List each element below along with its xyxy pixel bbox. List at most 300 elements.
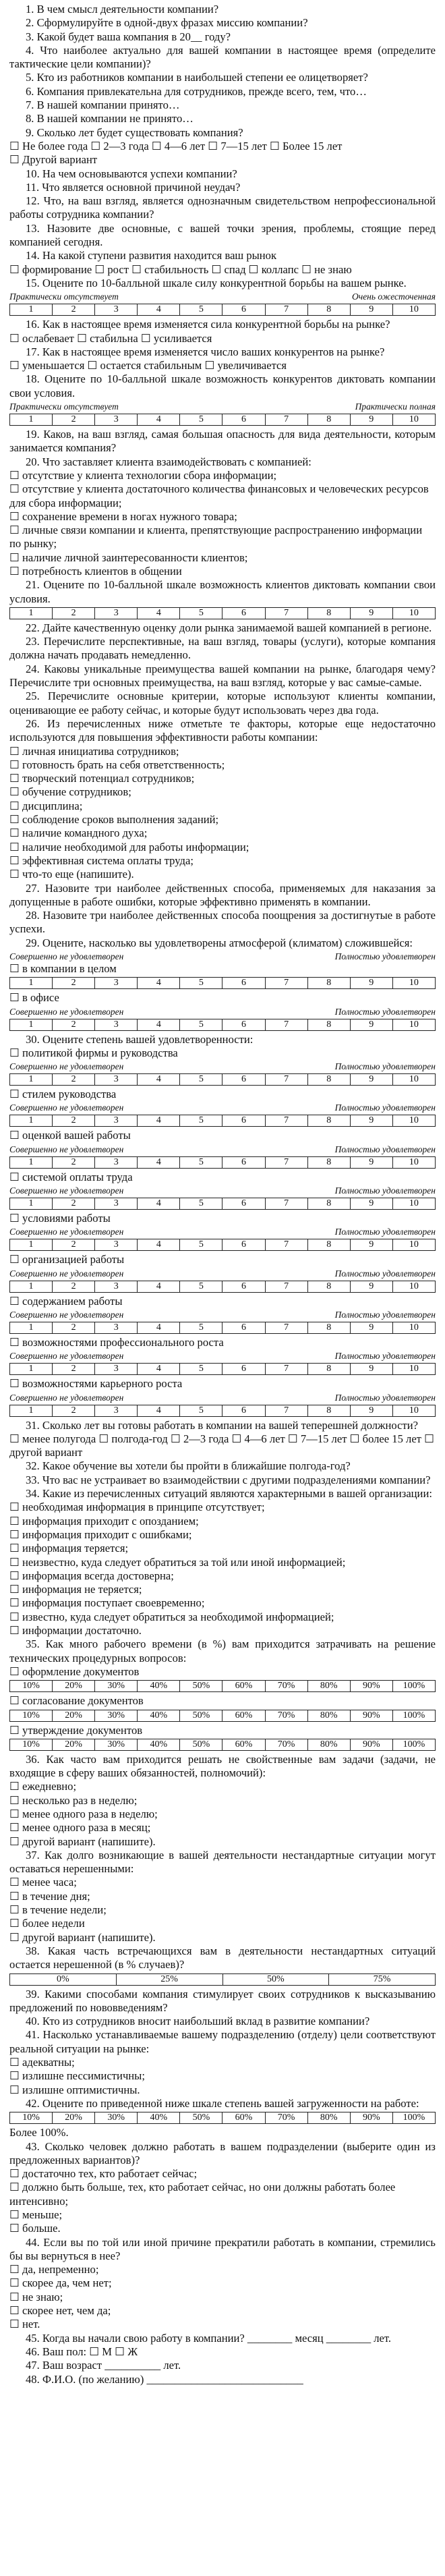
scale-cell[interactable]: 3: [95, 1239, 138, 1251]
scale-cell[interactable]: 6: [222, 1405, 265, 1416]
scale-cell[interactable]: 20%: [53, 1681, 95, 1692]
scale-cell[interactable]: 7: [265, 1156, 307, 1168]
scale-cell[interactable]: 100%: [392, 1710, 435, 1721]
scale-cell[interactable]: 40%: [138, 1710, 180, 1721]
question-41-options[interactable]: [9, 2056, 436, 2097]
scale-cell[interactable]: 6: [222, 1239, 265, 1251]
percent-scale-q42[interactable]: [9, 2112, 436, 2124]
question-36-options[interactable]: [9, 1780, 436, 1848]
scale-cell[interactable]: 5: [180, 1198, 222, 1210]
scale-cell[interactable]: 1: [10, 1239, 53, 1251]
scale-cell[interactable]: 10: [392, 304, 435, 316]
scale-cell[interactable]: 10%: [10, 1681, 53, 1692]
scale-cell[interactable]: 1: [10, 1074, 53, 1086]
scale-cell[interactable]: 2: [53, 1322, 95, 1333]
option-item[interactable]: ☐ организацией работы: [9, 1253, 125, 1266]
option-item[interactable]: ☐ личная инициатива сотрудников;: [9, 744, 179, 758]
scale-cell[interactable]: 40%: [138, 2112, 180, 2124]
scale-cell[interactable]: 10%: [10, 1710, 53, 1721]
question-17-options[interactable]: ☐ уменьшается ☐ остается стабильным ☐ увеличивается: [9, 359, 287, 372]
scale-cell[interactable]: 10: [392, 1322, 435, 1333]
scale-cell[interactable]: 8: [307, 978, 350, 989]
question-46[interactable]: 46. Ваш пол: ☐ М ☐ Ж: [26, 2345, 138, 2358]
option-item[interactable]: ☐ информация приходит с опозданием;: [9, 1514, 199, 1528]
scale-cell[interactable]: 10%: [10, 2112, 53, 2124]
option-item[interactable]: ☐ оценкой вашей работы: [9, 1129, 131, 1142]
scale-cell[interactable]: 8: [307, 1405, 350, 1416]
option-item[interactable]: ☐ скорее нет, чем да;: [9, 2304, 111, 2318]
scale-cell[interactable]: 2: [53, 978, 95, 989]
question-38: 38. Какая часть встречающихся вам в деятельности нестандартных ситуаций остается нерешенной (в % случаев)?: [9, 1944, 436, 1971]
question-31-options[interactable]: ☐ менее полугода ☐ полгода-год ☐ 2—3 года ☐ 4—6 лет ☐ 7—15 лет ☐ более 15 лет ☐ другой вариант: [9, 1432, 434, 1459]
scale-cell[interactable]: 3: [95, 1074, 138, 1086]
scale-cell[interactable]: 6: [222, 607, 265, 619]
scale-cell[interactable]: 70%: [265, 1681, 307, 1692]
scale-cell[interactable]: 8: [307, 1281, 350, 1292]
scale-cell[interactable]: 60%: [222, 1710, 265, 1721]
option-item[interactable]: ☐ возможностями карьерного роста: [9, 1377, 183, 1391]
scale-cell[interactable]: 3: [95, 607, 138, 619]
option-item[interactable]: ☐ утверждение документов: [9, 1723, 143, 1737]
scale-cell[interactable]: 4: [138, 1322, 180, 1333]
scale-cell[interactable]: 5: [180, 1115, 222, 1127]
scale-cell[interactable]: 2: [53, 1405, 95, 1416]
scale-cell[interactable]: 90%: [350, 1739, 392, 1750]
scale-cell[interactable]: 60%: [222, 1681, 265, 1692]
scale-cell[interactable]: 9: [350, 1019, 392, 1030]
scale-cell[interactable]: 8: [307, 1239, 350, 1251]
scale-cell[interactable]: 70%: [265, 2112, 307, 2124]
option-item[interactable]: ☐ политикой фирмы и руководства: [9, 1046, 178, 1059]
scale-cell[interactable]: 4: [138, 1074, 180, 1086]
option-item[interactable]: ☐ другой вариант (напишите).: [9, 1835, 156, 1848]
scale-cell[interactable]: 8: [307, 607, 350, 619]
scale-cell[interactable]: 2: [53, 1019, 95, 1030]
scale-cell[interactable]: 3: [95, 1019, 138, 1030]
scale-cell[interactable]: 6: [222, 978, 265, 989]
scale-cell[interactable]: 5: [180, 1156, 222, 1168]
option-item[interactable]: ☐ должно быть больше, тех, кто работает сейчас, но они должны работать более интенсивно;: [9, 2181, 396, 2208]
scale-cell[interactable]: 3: [95, 414, 138, 426]
scale-cell[interactable]: 3: [95, 304, 138, 316]
scale-cell[interactable]: 4: [138, 978, 180, 989]
scale-cell[interactable]: 7: [265, 1405, 307, 1416]
option-item[interactable]: ☐ излишне пессимистичны;: [9, 2069, 145, 2083]
scale-cell[interactable]: 4: [138, 1198, 180, 1210]
scale-cell[interactable]: 3: [95, 978, 138, 989]
scale-cell[interactable]: 90%: [350, 2112, 392, 2124]
scale-cell[interactable]: 10: [392, 1364, 435, 1375]
question-9-other[interactable]: ☐ Другой вариант: [9, 153, 98, 167]
scale-cell[interactable]: 1: [10, 1198, 53, 1210]
scale-cell[interactable]: 3: [95, 1405, 138, 1416]
scale-cell[interactable]: 10%: [10, 1739, 53, 1750]
scale-cell[interactable]: 6: [222, 1156, 265, 1168]
scale-cell[interactable]: 9: [350, 1198, 392, 1210]
question-17: 17. Как в настоящее время изменяется число ваших конкурентов на рынке?: [26, 345, 385, 358]
option-item[interactable]: ☐ информация не теряется;: [9, 1583, 142, 1596]
question-37-options[interactable]: [9, 1876, 436, 1944]
scale-cell[interactable]: 1: [10, 1364, 53, 1375]
scale-cell[interactable]: 5: [180, 978, 222, 989]
scale-cell[interactable]: 6: [222, 1115, 265, 1127]
option-item[interactable]: ☐ более недели: [9, 1917, 85, 1930]
option-item[interactable]: ☐ согласование документов: [9, 1694, 144, 1708]
option-item[interactable]: ☐ наличие командного духа;: [9, 827, 148, 840]
scale-cell[interactable]: 8: [307, 1156, 350, 1168]
scale-cell[interactable]: 6: [222, 414, 265, 426]
rating-scale[interactable]: [9, 1322, 436, 1334]
option-item[interactable]: ☐ творческий потенциал сотрудников;: [9, 772, 195, 785]
rating-scale-q21[interactable]: [9, 607, 436, 619]
scale-cell[interactable]: 10: [392, 1281, 435, 1292]
option-item[interactable]: ☐ меньше;: [9, 2208, 63, 2221]
scale-cell[interactable]: 1: [10, 414, 53, 426]
scale-cell[interactable]: 100%: [392, 2112, 435, 2124]
scale-cell[interactable]: 8: [307, 1074, 350, 1086]
scale-cell[interactable]: 9: [350, 304, 392, 316]
scale-cell[interactable]: 6: [222, 1019, 265, 1030]
scale-cell[interactable]: 50%: [180, 1739, 222, 1750]
scale-cell[interactable]: 10: [392, 1019, 435, 1030]
scale-cell[interactable]: 8: [307, 414, 350, 426]
scale-cell[interactable]: 10: [392, 1156, 435, 1168]
option-item[interactable]: ☐ ежедневно;: [9, 1780, 77, 1793]
scale-cell[interactable]: 8: [307, 1364, 350, 1375]
question-22: 22. Дайте качественную оценку доли рынка занимаемой вашей компанией в регионе.: [26, 621, 432, 634]
option-item[interactable]: ☐ что-то еще (напишите).: [9, 868, 134, 881]
scale-cell[interactable]: 2: [53, 1156, 95, 1168]
scale-cell[interactable]: 1: [10, 1115, 53, 1127]
option-item[interactable]: ☐ в офисе: [9, 991, 59, 1005]
option-item[interactable]: ☐ менее часа;: [9, 1876, 77, 1889]
option-item[interactable]: ☐ скорее да, чем нет;: [9, 2276, 112, 2290]
scale-cell[interactable]: 2: [53, 1115, 95, 1127]
option-item[interactable]: ☐ отсутствие у клиента достаточного количества финансовых и человеческих ресурсов для сбора информации;: [9, 482, 429, 509]
question-44-options[interactable]: [9, 2263, 436, 2331]
scale-cell[interactable]: 5: [180, 1281, 222, 1292]
option-item[interactable]: ☐ излишне оптимистичны.: [9, 2083, 140, 2096]
question-20-options[interactable]: [9, 469, 436, 578]
option-item[interactable]: ☐ больше.: [9, 2222, 61, 2235]
question-10: 10. На чем основываются успехи компании?: [26, 167, 237, 180]
scale-cell[interactable]: 9: [350, 978, 392, 989]
rating-scale[interactable]: [9, 1239, 436, 1251]
scale-cell[interactable]: 2: [53, 1364, 95, 1375]
scale-cell[interactable]: 7: [265, 1074, 307, 1086]
option-item[interactable]: ☐ менее одного раза в неделю;: [9, 1807, 158, 1820]
option-item[interactable]: ☐ в течение недели;: [9, 1903, 107, 1917]
scale-cell[interactable]: 9: [350, 1074, 392, 1086]
scale-cell[interactable]: 2: [53, 1198, 95, 1210]
question-19: 19. Каков, на ваш взгляд, самая большая опасность для вида деятельности, которым занимается компания?: [9, 428, 436, 455]
option-item[interactable]: ☐ наличие личной заинтересованности клиентов;: [9, 551, 248, 564]
question-26-options[interactable]: [9, 745, 436, 882]
rating-scale[interactable]: [9, 1363, 436, 1375]
scale-cell[interactable]: 4: [138, 304, 180, 316]
scale-cell[interactable]: 2: [53, 1074, 95, 1086]
scale-cell[interactable]: 7: [265, 1115, 307, 1127]
option-item[interactable]: ☐ потребность клиентов в общении: [9, 564, 182, 578]
scale-cell[interactable]: 4: [138, 1405, 180, 1416]
scale-cell[interactable]: 9: [350, 414, 392, 426]
question-48[interactable]: 48. Ф.И.О. (по желанию) ____________________________: [26, 2372, 303, 2386]
scale-cell[interactable]: 5: [180, 607, 222, 619]
scale-cell[interactable]: 2: [53, 304, 95, 316]
scale-cell[interactable]: 90%: [350, 1710, 392, 1721]
scale-cell[interactable]: 1: [10, 304, 53, 316]
question-20: 20. Что заставляет клиента взаимодействовать с компанией:: [26, 455, 312, 468]
scale-cell[interactable]: 10: [392, 414, 435, 426]
scale-cell[interactable]: 8: [307, 304, 350, 316]
option-item[interactable]: ☐ другой вариант (напишите).: [9, 1930, 156, 1944]
rating-scale-q15[interactable]: [9, 304, 436, 316]
scale-cell[interactable]: 3: [95, 1198, 138, 1210]
scale-cell[interactable]: 20%: [53, 1739, 95, 1750]
scale-cell[interactable]: 90%: [350, 1681, 392, 1692]
scale-cell[interactable]: 6: [222, 1322, 265, 1333]
scale-cell[interactable]: 80%: [307, 1739, 350, 1750]
rating-scale[interactable]: [9, 1281, 436, 1293]
option-item[interactable]: ☐ сохранение времени в ногах нужного товара;: [9, 509, 237, 523]
scale-cell[interactable]: 10: [392, 1198, 435, 1210]
option-item[interactable]: ☐ наличие необходимой для работы информации;: [9, 840, 249, 853]
percent-scale[interactable]: [9, 1710, 436, 1722]
option-item[interactable]: ☐ условиями работы: [9, 1212, 111, 1225]
option-item[interactable]: ☐ информация всегда достоверна;: [9, 1569, 174, 1582]
scale-cell[interactable]: 2: [53, 1239, 95, 1251]
scale-cell[interactable]: 70%: [265, 1710, 307, 1721]
scale-cell[interactable]: 50%: [180, 2112, 222, 2124]
scale-cell[interactable]: 7: [265, 978, 307, 989]
scale-cell[interactable]: 1: [10, 607, 53, 619]
scale-cell[interactable]: 1: [10, 1019, 53, 1030]
scale-cell[interactable]: 1: [10, 1405, 53, 1416]
scale-cell[interactable]: 6: [222, 1198, 265, 1210]
scale-cell[interactable]: 75%: [329, 1973, 436, 1985]
option-more[interactable]: Более 100%.: [9, 2126, 69, 2139]
scale-cell[interactable]: 9: [350, 607, 392, 619]
question-15: 15. Оцените по 10-балльной шкале силу конкурентной борьбы на вашем рынке.: [26, 276, 407, 289]
question-16-options[interactable]: ☐ ослабевает ☐ стабильна ☐ усиливается: [9, 331, 212, 345]
scale-cell[interactable]: 8: [307, 1198, 350, 1210]
scale-cell[interactable]: 4: [138, 1281, 180, 1292]
scale-cell[interactable]: 20%: [53, 2112, 95, 2124]
scale-cell[interactable]: 6: [222, 1281, 265, 1292]
scale-cell[interactable]: 40%: [138, 1739, 180, 1750]
scale-cell[interactable]: 7: [265, 1198, 307, 1210]
scale-cell[interactable]: 7: [265, 304, 307, 316]
option-item[interactable]: ☐ содержанием работы: [9, 1294, 123, 1308]
scale-cell[interactable]: 3: [95, 1281, 138, 1292]
option-item[interactable]: ☐ эффективная система оплаты труда;: [9, 853, 194, 867]
option-item[interactable]: ☐ готовность брать на себя ответственность;: [9, 758, 225, 771]
scale-cell[interactable]: 4: [138, 1364, 180, 1375]
scale-cell[interactable]: 8: [307, 1019, 350, 1030]
percent-scale-q38[interactable]: [9, 1973, 436, 1986]
scale-cell[interactable]: 2: [53, 607, 95, 619]
scale-cell[interactable]: 50%: [222, 1973, 329, 1985]
question-1: 1. В чем смысл деятельности компании?: [26, 3, 219, 16]
scale-cell[interactable]: 80%: [307, 1710, 350, 1721]
scale-cell[interactable]: 100%: [392, 1681, 435, 1692]
scale-cell[interactable]: 1: [10, 1322, 53, 1333]
scale-cell[interactable]: 8: [307, 1322, 350, 1333]
option-item[interactable]: ☐ информация поступает своевременно;: [9, 1596, 205, 1610]
option-item[interactable]: ☐ дисциплина;: [9, 799, 83, 812]
scale-cell[interactable]: 5: [180, 1239, 222, 1251]
option-item[interactable]: ☐ информация теряется;: [9, 1542, 129, 1555]
scale-cell[interactable]: 5: [180, 1405, 222, 1416]
rating-scale[interactable]: [9, 1019, 436, 1031]
option-item[interactable]: ☐ известно, куда следует обратиться за необходимой информацией;: [9, 1610, 334, 1623]
scale-cell[interactable]: 6: [222, 1364, 265, 1375]
scale-cell[interactable]: 7: [265, 1364, 307, 1375]
option-item[interactable]: ☐ в течение дня;: [9, 1889, 90, 1903]
rating-scale[interactable]: [9, 1405, 436, 1417]
option-item[interactable]: ☐ менее одного раза в месяц;: [9, 1821, 151, 1835]
scale-cell[interactable]: 10: [392, 978, 435, 989]
scale-cell[interactable]: 9: [350, 1115, 392, 1127]
scale-caption: Совершенно не удовлетворен Полностью удовлетворен: [9, 1351, 436, 1362]
scale-cell[interactable]: 100%: [392, 1739, 435, 1750]
scale-cell[interactable]: 70%: [265, 1739, 307, 1750]
scale-cell[interactable]: 40%: [138, 1681, 180, 1692]
scale-cell[interactable]: 4: [138, 1019, 180, 1030]
scale-cell[interactable]: 80%: [307, 1681, 350, 1692]
scale-cell[interactable]: 6: [222, 304, 265, 316]
percent-scale[interactable]: [9, 1739, 436, 1751]
scale-cell[interactable]: 10: [392, 1115, 435, 1127]
option-item[interactable]: ☐ обучение сотрудников;: [9, 785, 131, 799]
rating-scale[interactable]: [9, 1156, 436, 1169]
option-item[interactable]: ☐ адекватны;: [9, 2056, 75, 2069]
scale-cell[interactable]: 7: [265, 607, 307, 619]
scale-cell[interactable]: 5: [180, 414, 222, 426]
scale-cell[interactable]: 5: [180, 1074, 222, 1086]
option-item[interactable]: ☐ системой оплаты труда: [9, 1170, 133, 1183]
scale-cell[interactable]: 4: [138, 414, 180, 426]
scale-cell[interactable]: 3: [95, 1364, 138, 1375]
option-item[interactable]: ☐ несколько раз в неделю;: [9, 1793, 138, 1807]
scale-cell[interactable]: 5: [180, 1364, 222, 1375]
scale-cell[interactable]: 6: [222, 1074, 265, 1086]
rating-scale[interactable]: [9, 1198, 436, 1210]
scale-cell[interactable]: 7: [265, 1322, 307, 1333]
option-item[interactable]: ☐ нет.: [9, 2318, 40, 2331]
scale-cell[interactable]: 3: [95, 1115, 138, 1127]
question-34-options[interactable]: [9, 1501, 436, 1637]
scale-cell[interactable]: 8: [307, 1115, 350, 1127]
question-25: 25. Перечислите основные критерии, которые используют клиенты компании, оценивающие ее работу сейчас, и которые будут использовать через два года.: [9, 690, 436, 717]
option-item[interactable]: ☐ оформление документов: [9, 1664, 140, 1678]
scale-cell[interactable]: 30%: [95, 1681, 138, 1692]
scale-cell[interactable]: 50%: [180, 1681, 222, 1692]
option-item[interactable]: ☐ в компании в целом: [9, 962, 117, 975]
scale-cell[interactable]: 7: [265, 1239, 307, 1251]
option-item[interactable]: ☐ возможностями профессионального роста: [9, 1335, 224, 1349]
option-item[interactable]: ☐ информации достаточно.: [9, 1624, 142, 1637]
question-23: 23. Перечислите перспективные, на ваш взгляд, товары (услуги), которые компания должна начать продавать немедленно.: [9, 635, 436, 662]
scale-cell[interactable]: 4: [138, 607, 180, 619]
question-21: 21. Оцените по 10-балльной шкале возможность клиентов диктовать компании свои условия.: [9, 578, 436, 605]
rating-scale[interactable]: [9, 977, 436, 989]
scale-cell[interactable]: 3: [95, 1322, 138, 1333]
option-item[interactable]: ☐ соблюдение сроков выполнения заданий;: [9, 813, 219, 827]
scale-cell[interactable]: 10: [392, 1074, 435, 1086]
scale-cell[interactable]: 10: [392, 607, 435, 619]
question-28: 28. Назовите три наиболее действенных способа поощрения за достигнутые в работе успехи.: [9, 909, 436, 936]
question-43-options[interactable]: [9, 2167, 436, 2235]
scale-cell[interactable]: 9: [350, 1405, 392, 1416]
scale-cell[interactable]: 9: [350, 1322, 392, 1333]
scale-cell[interactable]: 4: [138, 1156, 180, 1168]
scale-cell[interactable]: 9: [350, 1281, 392, 1292]
option-item[interactable]: ☐ да, непременно;: [9, 2263, 99, 2276]
scale-cell[interactable]: 1: [10, 1156, 53, 1168]
scale-cell[interactable]: 10: [392, 1405, 435, 1416]
question-13: 13. Назовите две основные, с вашей точки зрения, проблемы, стоящие перед компанией сегодня.: [9, 221, 436, 249]
option-item[interactable]: ☐ отсутствие у клиента технологии сбора информации;: [9, 468, 277, 482]
scale-caption: Совершенно не удовлетворен Полностью удовлетворен: [9, 1102, 436, 1113]
scale-cell[interactable]: 9: [350, 1364, 392, 1375]
option-item[interactable]: ☐ информация приходит с ошибками;: [9, 1528, 192, 1541]
scale-cell[interactable]: 4: [138, 1239, 180, 1251]
option-item[interactable]: ☐ личные связи компании и клиента, препятствующие распространению информации по рынку;: [9, 524, 423, 551]
question-47[interactable]: 47. Ваш возраст __________ лет.: [26, 2359, 181, 2372]
scale-cell[interactable]: 9: [350, 1239, 392, 1251]
scale-cell[interactable]: 25%: [116, 1973, 222, 1985]
scale-cell[interactable]: 0%: [10, 1973, 117, 1985]
scale-cell[interactable]: 7: [265, 1019, 307, 1030]
scale-cell[interactable]: 60%: [222, 1739, 265, 1750]
question-14-options[interactable]: ☐ формирование ☐ рост ☐ стабильность ☐ спад ☐ коллапс ☐ не знаю: [9, 262, 352, 276]
scale-cell[interactable]: 3: [95, 1156, 138, 1168]
scale-caption: Совершенно не удовлетворен Полностью удовлетворен: [9, 1185, 436, 1196]
option-item[interactable]: ☐ неизвестно, куда следует обратиться за той или иной информацией;: [9, 1555, 346, 1569]
rating-scale[interactable]: [9, 1073, 436, 1086]
scale-cell[interactable]: 1: [10, 978, 53, 989]
scale-cell[interactable]: 2: [53, 414, 95, 426]
question-9-options[interactable]: ☐ Не более года ☐ 2—3 года ☐ 4—6 лет ☐ 7—15 лет ☐ Более 15 лет: [9, 139, 343, 152]
option-item[interactable]: ☐ необходимая информация в принципе отсутствует;: [9, 1501, 265, 1514]
scale-cell[interactable]: 50%: [180, 1710, 222, 1721]
scale-cell[interactable]: 2: [53, 1281, 95, 1292]
scale-cell[interactable]: 10: [392, 1239, 435, 1251]
scale-cell[interactable]: 30%: [95, 1710, 138, 1721]
scale-cell[interactable]: 5: [180, 1322, 222, 1333]
scale-cell[interactable]: 5: [180, 1019, 222, 1030]
scale-cell[interactable]: 7: [265, 414, 307, 426]
scale-cell[interactable]: 30%: [95, 2112, 138, 2124]
scale-cell[interactable]: 60%: [222, 2112, 265, 2124]
rating-scale[interactable]: [9, 1115, 436, 1127]
scale-cell[interactable]: 1: [10, 1281, 53, 1292]
scale-cell[interactable]: 80%: [307, 2112, 350, 2124]
scale-cell[interactable]: 5: [180, 304, 222, 316]
scale-cell[interactable]: 20%: [53, 1710, 95, 1721]
percent-scale[interactable]: [9, 1680, 436, 1692]
scale-cell[interactable]: 7: [265, 1281, 307, 1292]
rating-scale-q18[interactable]: [9, 414, 436, 426]
scale-cell[interactable]: 30%: [95, 1739, 138, 1750]
scale-cell[interactable]: 9: [350, 1156, 392, 1168]
option-item[interactable]: ☐ стилем руководства: [9, 1088, 117, 1101]
scale-cell[interactable]: 4: [138, 1115, 180, 1127]
option-item[interactable]: ☐ не знаю;: [9, 2290, 63, 2303]
question-45[interactable]: 45. Когда вы начали свою работу в компании? ________ месяц ________ лет.: [26, 2331, 392, 2345]
option-item[interactable]: ☐ достаточно тех, кто работает сейчас;: [9, 2167, 198, 2181]
